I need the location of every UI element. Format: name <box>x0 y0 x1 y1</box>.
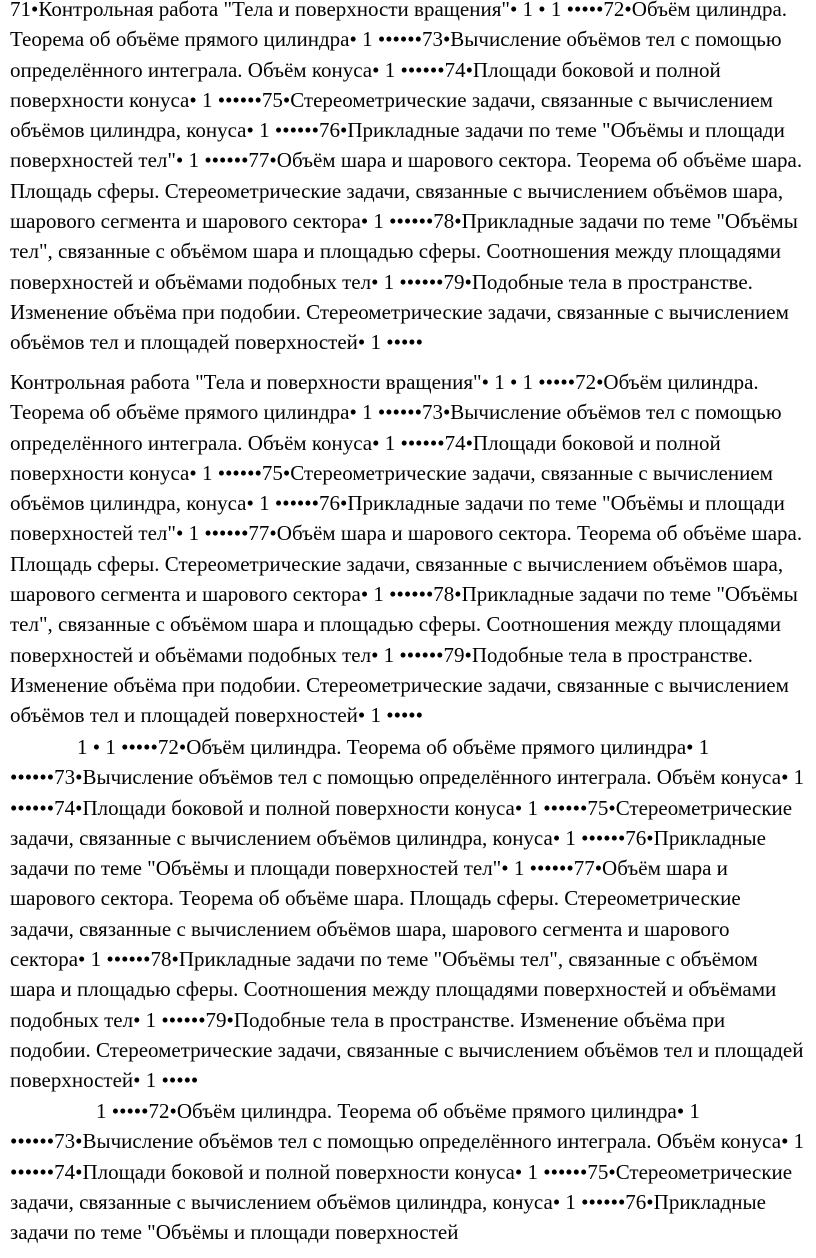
text-paragraph-3: 1 • 1 •••••72•Объём цилиндра. Теорема об объёме прямого цилиндра• 1 ••••••73•Вычисление объёмов тел с помощью определённого интеграла. Объём конуса• 1 ••••••74•Площади боковой и полной поверхности конуса• 1 ••••••75•Стереометрические задачи, связанные с вычислением объёмов цилиндра, конуса• 1 ••••••76•Прикладные задачи по теме "Объёмы и площади поверхностей тел"• 1 ••••••77•Объём шара и шарового сектора. Теорема об объёме шара. Площадь сферы. Стереометрические задачи, связанные с вычислением объёмов шара, шарового сегмента и шарового сектора• 1 ••••••78•Прикладные задачи по теме "Объёмы тел", связанные с объёмом шара и площадью сферы. Соотношения между площадями поверхностей и объёмами подобных тел• 1 ••••••79•Подобные тела в пространстве. Изменение объёма при подобии. Стереометрические задачи, связанные с вычислением объёмов тел и площадей поверхностей• 1 ••••• <box>10 735 805 1093</box>
text-paragraph-4: 1 •••••72•Объём цилиндра. Теорема об объёме прямого цилиндра• 1 ••••••73•Вычисление объёмов тел с помощью определённого интеграла. Объём конуса• 1 ••••••74•Площади боковой и полной поверхности конуса• 1 ••••••75•Стереометрические задачи, связанные с вычислением объёмов цилиндра, конуса• 1 ••••••76•Прикладные задачи по теме "Объёмы и площади поверхностей <box>10 1099 805 1245</box>
text-paragraph-2: Контрольная работа "Тела и поверхности вращения"• 1 • 1 •••••72•Объём цилиндра. Теорема об объёме прямого цилиндра• 1 ••••••73•Вычисление объёмов тел с помощью определённого интеграла. Объём конуса• 1 ••••••74•Площади боковой и полной поверхности конуса• 1 ••••••75•Стереометрические задачи, связанные с вычислением объёмов цилиндра, конуса• 1 ••••••76•Прикладные задачи по теме "Объёмы и площади поверхностей тел"• 1 ••••••77•Объём шара и шарового сектора. Теорема об объёме шара. Площадь сферы. Стереометрические задачи, связанные с вычислением объёмов шара, шарового сегмента и шарового сектора• 1 ••••••78•Прикладные задачи по теме "Объёмы тел", связанные с объёмом шара и площадью сферы. Соотношения между площадями поверхностей и объёмами подобных тел• 1 ••••••79•Подобные тела в пространстве. Изменение объёма при подобии. Стереометрические задачи, связанные с вычислением объёмов тел и площадей поверхностей• 1 ••••• <box>10 370 803 728</box>
text-paragraph-1: 71•Контрольная работа "Тела и поверхности вращения"• 1 • 1 •••••72•Объём цилиндра. Теорема об объёме прямого цилиндра• 1 ••••••73•Вычисление объёмов тел с помощью определённого интеграла. Объём конуса• 1 ••••••74•Площади боковой и полной поверхности конуса• 1 ••••••75•Стереометрические задачи, связанные с вычислением объёмов цилиндра, конуса• 1 ••••••76•Прикладные задачи по теме "Объёмы и площади поверхностей тел"• 1 ••••••77•Объём шара и шарового сектора. Теорема об объёме шара. Площадь сферы. Стереометрические задачи, связанные с вычислением объёмов шара, шарового сегмента и шарового сектора• 1 ••••••78•Прикладные задачи по теме "Объёмы тел", связанные с объёмом шара и площадью сферы. Соотношения между площадями поверхностей и объёмами подобных тел• 1 ••••••79•Подобные тела в пространстве. Изменение объёма при подобии. Стереометрические задачи, связанные с вычислением объёмов тел и площадей поверхностей• 1 ••••• <box>10 0 803 355</box>
